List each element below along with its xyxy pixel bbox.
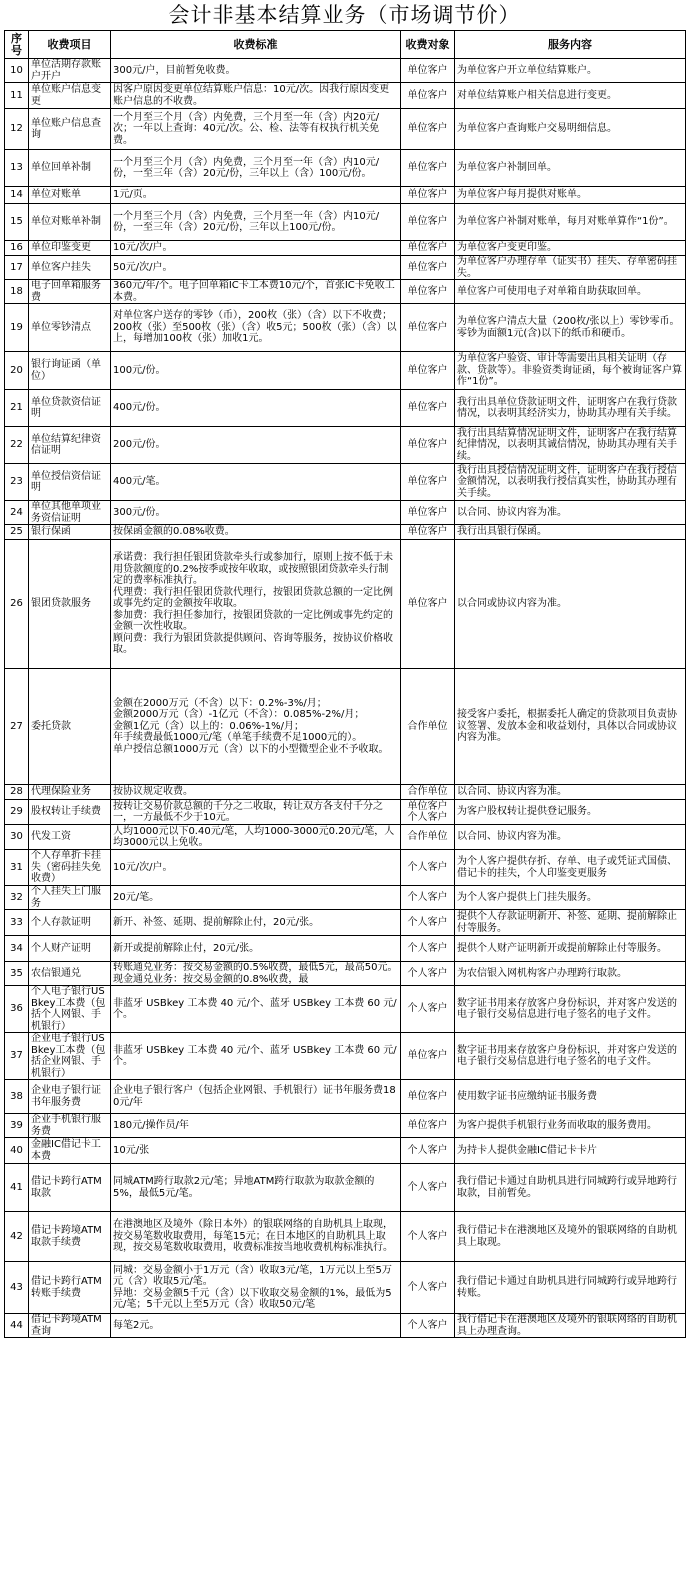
row-number: 44 bbox=[5, 1314, 29, 1338]
table-row bbox=[5, 936, 686, 962]
fee-item: 银行保函 bbox=[29, 525, 111, 540]
fee-item: 代理保险业务 bbox=[29, 785, 111, 800]
table-row bbox=[5, 204, 686, 241]
service-content: 我行借记卡通过自助机具进行同城跨行或异地跨行取款，目前暂免。 bbox=[455, 1164, 686, 1212]
fee-object: 单位客户 bbox=[401, 1033, 455, 1080]
fee-item: 电子回单箱服务费 bbox=[29, 280, 111, 304]
fee-item: 单位回单补制 bbox=[29, 150, 111, 187]
row-number: 31 bbox=[5, 850, 29, 886]
row-number: 24 bbox=[5, 501, 29, 525]
fee-object: 单位客户 bbox=[401, 1080, 455, 1114]
fee-object: 个人客户 bbox=[401, 1164, 455, 1212]
service-content: 以合同、协议内容为准。 bbox=[455, 501, 686, 525]
row-number: 16 bbox=[5, 241, 29, 256]
fee-item: 企业手机银行服务费 bbox=[29, 1114, 111, 1138]
table-row bbox=[5, 83, 686, 109]
fee-item: 单位其他单项业务资信证明 bbox=[29, 501, 111, 525]
header-no: 序号 bbox=[5, 31, 29, 59]
fee-item: 单位客户挂失 bbox=[29, 256, 111, 280]
service-content: 为个人客户提供存折、存单、电子或凭证式国债、借记卡的挂失，个人印鉴变更服务 bbox=[455, 850, 686, 886]
fee-object: 单位客户 bbox=[401, 540, 455, 669]
service-content: 我行借记卡在港澳地区及境外的银联网络的自助机具上办理查询。 bbox=[455, 1314, 686, 1338]
table-row bbox=[5, 986, 686, 1033]
fee-standard: 50元/次/户。 bbox=[111, 256, 401, 280]
row-number: 18 bbox=[5, 280, 29, 304]
service-content: 为个人客户提供上门挂失服务。 bbox=[455, 886, 686, 910]
fee-object: 个人客户 bbox=[401, 1212, 455, 1262]
row-number: 36 bbox=[5, 986, 29, 1033]
fee-standard: 360元/年/个。电子回单箱IC卡工本费10元/个，首张IC卡免收工本费。 bbox=[111, 280, 401, 304]
service-content: 为客户股权转让提供登记服务。 bbox=[455, 800, 686, 825]
service-content: 我行借记卡通过自助机具进行同城跨行或异地跨行转账。 bbox=[455, 1262, 686, 1314]
row-number: 42 bbox=[5, 1212, 29, 1262]
fee-standard: 非蓝牙 USBkey 工本费 40 元/个、蓝牙 USBkey 工本费 60 元/个。 bbox=[111, 1033, 401, 1080]
fee-object: 单位客户 bbox=[401, 109, 455, 150]
fee-standard: 一个月至三个月（含）内免费，三个月至一年（含）内10元/份，一至三年（含）20元/份，三年以上100元/份。 bbox=[111, 204, 401, 241]
service-content: 为单位客户补制回单。 bbox=[455, 150, 686, 187]
fee-standard: 对单位客户送存的零钞（币），200枚（张）（含）以下不收费；200枚（张）至500枚（张）（含）收5元；500枚（张）（含）以上，每增加100枚（张）加收1元。 bbox=[111, 304, 401, 352]
table-body bbox=[5, 59, 686, 1338]
fee-item: 代发工资 bbox=[29, 825, 111, 850]
fee-standard: 在港澳地区及境外（除日本外）的银联网络的自助机具上取现，按交易笔数收取费用，每笔15元；在日本地区的自助机具上取现，按交易笔数收取费用，收费标准按当地收费机构标准执行。 bbox=[111, 1212, 401, 1262]
fee-object: 单位客户 bbox=[401, 352, 455, 390]
fee-standard: 10元/次/户。 bbox=[111, 850, 401, 886]
row-number: 32 bbox=[5, 886, 29, 910]
service-content: 单位客户可使用电子对单箱自助获取回单。 bbox=[455, 280, 686, 304]
fee-object: 单位客户 bbox=[401, 1114, 455, 1138]
fee-object: 个人客户 bbox=[401, 936, 455, 962]
service-content: 我行出具银行保函。 bbox=[455, 525, 686, 540]
fee-object: 个人客户 bbox=[401, 1262, 455, 1314]
table-row bbox=[5, 1314, 686, 1338]
fee-item: 单位结算纪律资信证明 bbox=[29, 427, 111, 464]
fee-item: 借记卡跨境ATM取款手续费 bbox=[29, 1212, 111, 1262]
fee-standard: 300元/户，目前暂免收费。 bbox=[111, 59, 401, 83]
fee-standard: 企业电子银行客户（包括企业网银、手机银行）证书年服务费180元/年 bbox=[111, 1080, 401, 1114]
table-row bbox=[5, 352, 686, 390]
table-row bbox=[5, 886, 686, 910]
service-content: 为单位客户清点大量（200枚/张以上）零钞零币。零钞为面额1元(含)以下的纸币和硬币。 bbox=[455, 304, 686, 352]
fee-standard: 一个月至三个月（含）内免费，三个月至一年（含）内10元/份，一至三年（含）20元/份，三年以上（含）100元/份。 bbox=[111, 150, 401, 187]
fee-item: 个人财产证明 bbox=[29, 936, 111, 962]
row-number: 17 bbox=[5, 256, 29, 280]
service-content: 数字证书用来存放客户身份标识，并对客户发送的电子银行交易信息进行电子签名的电子文件。 bbox=[455, 1033, 686, 1080]
fee-standard: 因客户原因变更单位结算账户信息：10元/次。因我行原因变更账户信息的不收费。 bbox=[111, 83, 401, 109]
service-content: 为单位客户变更印鉴。 bbox=[455, 241, 686, 256]
row-number: 13 bbox=[5, 150, 29, 187]
fee-standard: 转账通兑业务：按交易金额的0.5%收费，最低5元，最高50元。现金通兑业务：按交易金额的0.8%收费，最 bbox=[111, 962, 401, 986]
fee-object: 个人客户 bbox=[401, 1314, 455, 1338]
table-row bbox=[5, 1114, 686, 1138]
fee-standard: 按保函金额的0.08%收费。 bbox=[111, 525, 401, 540]
fee-item: 借记卡跨境ATM查询 bbox=[29, 1314, 111, 1338]
service-content: 为单位客户补制对账单，每月对账单算作“1份”。 bbox=[455, 204, 686, 241]
fee-item: 单位对账单补制 bbox=[29, 204, 111, 241]
fee-object: 个人客户 bbox=[401, 986, 455, 1033]
table-row bbox=[5, 910, 686, 936]
table-row bbox=[5, 109, 686, 150]
service-content: 以合同、协议内容为准。 bbox=[455, 785, 686, 800]
row-number: 39 bbox=[5, 1114, 29, 1138]
row-number: 40 bbox=[5, 1138, 29, 1164]
fee-object: 单位客户 bbox=[401, 304, 455, 352]
fee-object: 单位客户 bbox=[401, 187, 455, 204]
fee-object: 个人客户 bbox=[401, 850, 455, 886]
service-content: 为单位客户开立单位结算账户。 bbox=[455, 59, 686, 83]
row-number: 35 bbox=[5, 962, 29, 986]
fee-standard: 400元/笔。 bbox=[111, 464, 401, 501]
fee-standard: 按协议规定收费。 bbox=[111, 785, 401, 800]
table-row bbox=[5, 800, 686, 825]
service-content: 使用数字证书应缴纳证书服务费 bbox=[455, 1080, 686, 1114]
table-row bbox=[5, 304, 686, 352]
table-row bbox=[5, 825, 686, 850]
service-content: 以合同、协议内容为准。 bbox=[455, 825, 686, 850]
fee-standard: 新开、补签、延期、提前解除止付，20元/张。 bbox=[111, 910, 401, 936]
fee-item: 金融IC借记卡工本费 bbox=[29, 1138, 111, 1164]
service-content: 接受客户委托，根据委托人确定的贷款项目负责协议签署、发放本金和收益划付，具体以合同或协议内容为准。 bbox=[455, 669, 686, 785]
fee-standard: 一个月至三个月（含）内免费，三个月至一年（含）内20元/次；一年以上查询：40元/次。公、检、法等有权执行机关免费。 bbox=[111, 109, 401, 150]
table-row bbox=[5, 962, 686, 986]
fee-standard: 同城：交易金额小于1万元（含）收取3元/笔，1万元以上至5万元（含）收取5元/笔。 异地：交易金额5千元（含）以下收取交易金额的1%，最低为5元/笔；5千元以上至5万元（含）收取50元/笔 bbox=[111, 1262, 401, 1314]
table-row bbox=[5, 1262, 686, 1314]
table-row bbox=[5, 1164, 686, 1212]
fee-item: 银行询证函（单位） bbox=[29, 352, 111, 390]
row-number: 33 bbox=[5, 910, 29, 936]
fee-object: 单位客户 bbox=[401, 150, 455, 187]
fee-item: 单位授信资信证明 bbox=[29, 464, 111, 501]
fee-standard: 200元/份。 bbox=[111, 427, 401, 464]
row-number: 34 bbox=[5, 936, 29, 962]
service-content: 为单位客户验资、审计等需要出具相关证明（存款、贷款等）。非验资类询证函，每个被询证客户算作“1份”。 bbox=[455, 352, 686, 390]
fee-object: 个人客户 bbox=[401, 886, 455, 910]
fee-object: 单位客户 bbox=[401, 59, 455, 83]
fee-item: 股权转让手续费 bbox=[29, 800, 111, 825]
service-content: 为单位客户办理存单（证实书）挂失、存单密码挂失。 bbox=[455, 256, 686, 280]
row-number: 10 bbox=[5, 59, 29, 83]
fee-object: 个人客户 bbox=[401, 1138, 455, 1164]
fee-standard: 400元/份。 bbox=[111, 390, 401, 427]
fee-object: 单位客户 bbox=[401, 280, 455, 304]
service-content: 数字证书用来存放客户身份标识，并对客户发送的电子银行交易信息进行电子签名的电子文件。 bbox=[455, 986, 686, 1033]
row-number: 27 bbox=[5, 669, 29, 785]
fee-item: 单位账户信息变更 bbox=[29, 83, 111, 109]
service-content: 为客户提供手机银行业务而收取的服务费用。 bbox=[455, 1114, 686, 1138]
fee-table bbox=[4, 30, 686, 1338]
document-title: 会计非基本结算业务（市场调节价） bbox=[168, 3, 521, 27]
fee-object: 单位客户 bbox=[401, 525, 455, 540]
fee-standard: 10元/次/户。 bbox=[111, 241, 401, 256]
fee-object: 合作单位 bbox=[401, 825, 455, 850]
row-number: 21 bbox=[5, 390, 29, 427]
table-header-row bbox=[5, 31, 686, 59]
row-number: 15 bbox=[5, 204, 29, 241]
table-row bbox=[5, 1080, 686, 1114]
table-row bbox=[5, 1212, 686, 1262]
table-row bbox=[5, 1138, 686, 1164]
row-number: 23 bbox=[5, 464, 29, 501]
fee-object: 单位客户 个人客户 bbox=[401, 800, 455, 825]
table-row bbox=[5, 150, 686, 187]
fee-object: 单位客户 bbox=[401, 241, 455, 256]
fee-item: 借记卡跨行ATM转账手续费 bbox=[29, 1262, 111, 1314]
row-number: 28 bbox=[5, 785, 29, 800]
fee-standard: 300元/份。 bbox=[111, 501, 401, 525]
fee-object: 合作单位 bbox=[401, 669, 455, 785]
table-row bbox=[5, 1033, 686, 1080]
table-row bbox=[5, 669, 686, 785]
service-content: 对单位结算账户相关信息进行变更。 bbox=[455, 83, 686, 109]
row-number: 11 bbox=[5, 83, 29, 109]
table-row bbox=[5, 427, 686, 464]
fee-standard: 每笔2元。 bbox=[111, 1314, 401, 1338]
fee-standard: 100元/份。 bbox=[111, 352, 401, 390]
service-content: 我行出具授信情况证明文件，证明客户在我行授信金额情况，以表明我行授信真实性，协助其办理有关手续。 bbox=[455, 464, 686, 501]
header-standard: 收费标准 bbox=[111, 31, 401, 59]
row-number: 20 bbox=[5, 352, 29, 390]
fee-item: 单位印鉴变更 bbox=[29, 241, 111, 256]
table-row bbox=[5, 540, 686, 669]
table-row bbox=[5, 785, 686, 800]
row-number: 25 bbox=[5, 525, 29, 540]
fee-item: 单位贷款资信证明 bbox=[29, 390, 111, 427]
fee-standard: 金额在2000万元（不含）以下：0.2%-3%/月； 金额2000万元（含）-1亿元（不含）：0.085%-2%/月； 金额1亿元（含）以上的：0.06%-1%/月； 年手续费最低1000元/笔（单笔手续费不足1000元的）。 单户授信总额1000万元（含）以下的小型微型企业不予收取。 bbox=[111, 669, 401, 785]
fee-object: 单位客户 bbox=[401, 501, 455, 525]
fee-object: 单位客户 bbox=[401, 256, 455, 280]
fee-object: 单位客户 bbox=[401, 83, 455, 109]
row-number: 29 bbox=[5, 800, 29, 825]
fee-object: 单位客户 bbox=[401, 464, 455, 501]
fee-object: 个人客户 bbox=[401, 962, 455, 986]
fee-standard: 1元/页。 bbox=[111, 187, 401, 204]
fee-item: 单位零钞清点 bbox=[29, 304, 111, 352]
header-item: 收费项目 bbox=[29, 31, 111, 59]
table-row bbox=[5, 390, 686, 427]
row-number: 12 bbox=[5, 109, 29, 150]
fee-standard: 10元/张 bbox=[111, 1138, 401, 1164]
fee-object: 单位客户 bbox=[401, 427, 455, 464]
service-content: 我行出具结算情况证明文件，证明客户在我行结算纪律情况，以表明其诚信情况，协助其办理有关手续。 bbox=[455, 427, 686, 464]
row-number: 26 bbox=[5, 540, 29, 669]
row-number: 19 bbox=[5, 304, 29, 352]
fee-standard: 非蓝牙 USBkey 工本费 40 元/个、蓝牙 USBkey 工本费 60 元/个。 bbox=[111, 986, 401, 1033]
fee-item: 银团贷款服务 bbox=[29, 540, 111, 669]
fee-item: 单位活期存款账户开户 bbox=[29, 59, 111, 83]
table-row bbox=[5, 241, 686, 256]
row-number: 38 bbox=[5, 1080, 29, 1114]
service-content: 提供个人存款证明新开、补签、延期、提前解除止付等服务。 bbox=[455, 910, 686, 936]
fee-object: 合作单位 bbox=[401, 785, 455, 800]
fee-item: 单位对账单 bbox=[29, 187, 111, 204]
fee-standard: 人均1000元以下0.40元/笔，人均1000-3000元0.20元/笔，人均3000元以上免收。 bbox=[111, 825, 401, 850]
fee-standard: 180元/操作员/年 bbox=[111, 1114, 401, 1138]
service-content: 提供个人财产证明新开或提前解除止付等服务。 bbox=[455, 936, 686, 962]
service-content: 为单位客户每月提供对账单。 bbox=[455, 187, 686, 204]
header-object: 收费对象 bbox=[401, 31, 455, 59]
service-content: 为单位客户查询账户交易明细信息。 bbox=[455, 109, 686, 150]
table-row bbox=[5, 59, 686, 83]
fee-standard: 同城ATM跨行取款2元/笔；异地ATM跨行取款为取款金额的5%，最低5元/笔。 bbox=[111, 1164, 401, 1212]
row-number: 30 bbox=[5, 825, 29, 850]
row-number: 22 bbox=[5, 427, 29, 464]
fee-item: 借记卡跨行ATM取款 bbox=[29, 1164, 111, 1212]
fee-item: 个人存款证明 bbox=[29, 910, 111, 936]
fee-item: 个人电子银行USBkey工本费（包括个人网银、手机银行） bbox=[29, 986, 111, 1033]
table-row bbox=[5, 525, 686, 540]
fee-item: 单位账户信息查询 bbox=[29, 109, 111, 150]
table-row bbox=[5, 187, 686, 204]
fee-item: 企业电子银行证书年服务费 bbox=[29, 1080, 111, 1114]
fee-object: 单位客户 bbox=[401, 204, 455, 241]
fee-item: 企业电子银行USBkey工本费（包括企业网银、手机银行） bbox=[29, 1033, 111, 1080]
fee-object: 个人客户 bbox=[401, 910, 455, 936]
service-content: 为持卡人提供金融IC借记卡卡片 bbox=[455, 1138, 686, 1164]
row-number: 14 bbox=[5, 187, 29, 204]
fee-standard: 新开或提前解除止付，20元/张。 bbox=[111, 936, 401, 962]
fee-standard: 承诺费：我行担任银团贷款牵头行或参加行，原则上按不低于未用贷款额度的0.2%按季或按年收取，或按照银团贷款牵头行制定的费率标准执行。 代理费：我行担任银团贷款代理行，按银团贷款总额的一定比例或事先约定的金额按年收取。 参加费：我行担任参加行，按银团贷款的一定比例或事先约定的金额一次性收取。 顾问费：我行为银团贷款提供顾问、咨询等服务，按协议价格收取。 bbox=[111, 540, 401, 669]
table-row bbox=[5, 464, 686, 501]
row-number: 43 bbox=[5, 1262, 29, 1314]
service-content: 我行借记卡在港澳地区及境外的银联网络的自助机具上取现。 bbox=[455, 1212, 686, 1262]
table-row bbox=[5, 256, 686, 280]
fee-standard: 按转让交易价款总额的千分之二收取，转让双方各支付千分之一，一方最低不少于10元。 bbox=[111, 800, 401, 825]
fee-object: 单位客户 bbox=[401, 390, 455, 427]
header-service: 服务内容 bbox=[455, 31, 686, 59]
fee-item: 个人存单折卡挂失（密码挂失免收费） bbox=[29, 850, 111, 886]
table-row bbox=[5, 501, 686, 525]
fee-item: 个人挂失上门服务 bbox=[29, 886, 111, 910]
table-row bbox=[5, 850, 686, 886]
service-content: 我行出具单位贷款证明文件，证明客户在我行贷款情况，以表明其经济实力，协助其办理有关手续。 bbox=[455, 390, 686, 427]
service-content: 以合同或协议内容为准。 bbox=[455, 540, 686, 669]
table-row bbox=[5, 280, 686, 304]
fee-standard: 20元/笔。 bbox=[111, 886, 401, 910]
row-number: 41 bbox=[5, 1164, 29, 1212]
fee-item: 农信银通兑 bbox=[29, 962, 111, 986]
service-content: 为农信银入网机构客户办理跨行取款。 bbox=[455, 962, 686, 986]
fee-item: 委托贷款 bbox=[29, 669, 111, 785]
row-number: 37 bbox=[5, 1033, 29, 1080]
